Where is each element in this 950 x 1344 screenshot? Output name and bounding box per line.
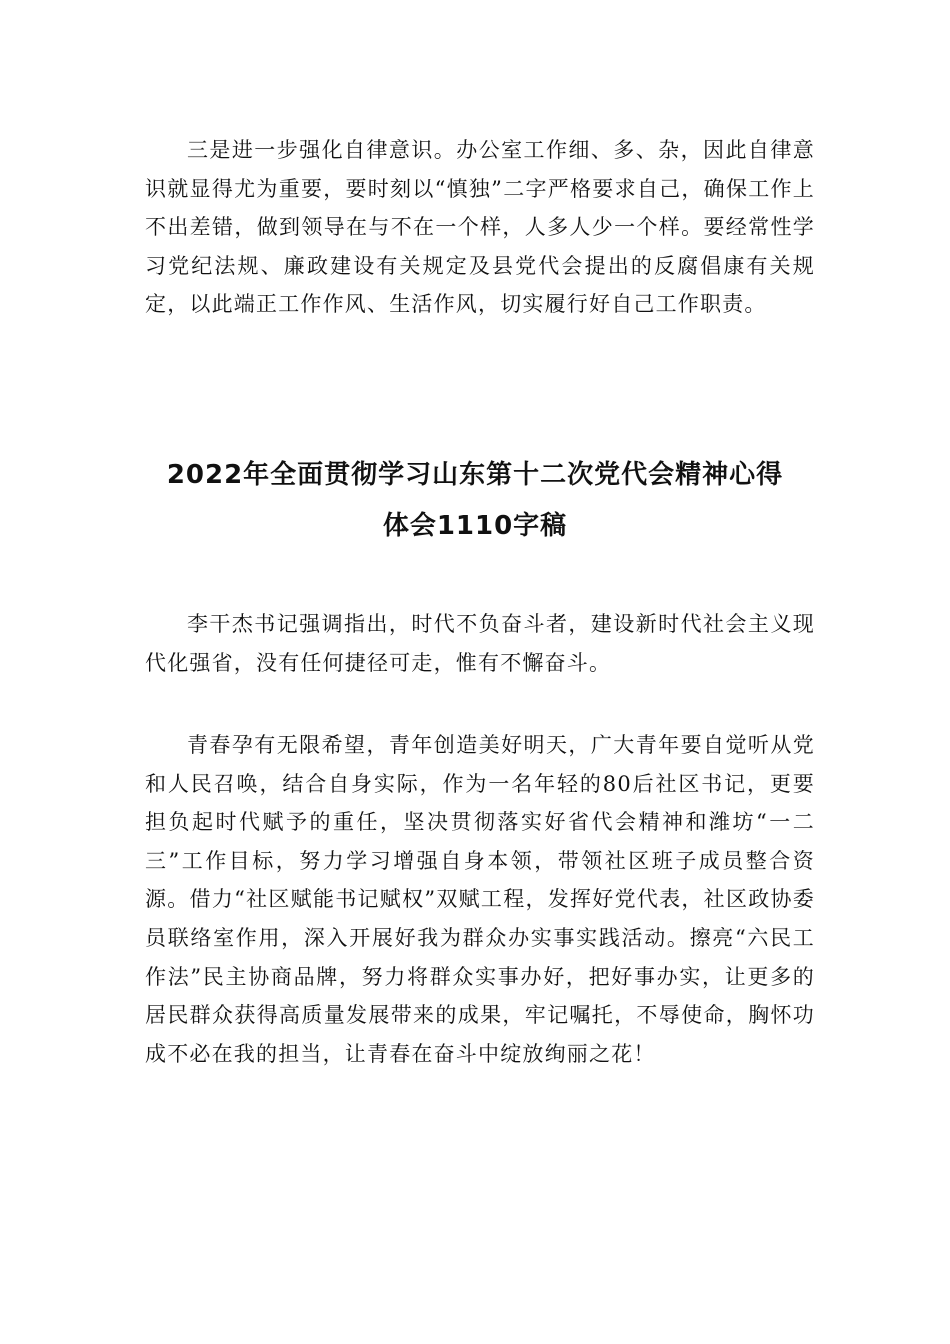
paragraph-intro: 李干杰书记强调指出，时代不负奋斗者，建设新时代社会主义现代化强省，没有任何捷径可走，惟有不懈奋斗。: [145, 612, 815, 675]
document-title: [120, 450, 830, 552]
document-title-line2: 体会1110字稿: [382, 511, 568, 541]
document-title-line1: 2022年全面贯彻学习山东第十二次党代会精神心得: [166, 460, 784, 490]
paragraph-youth: 青春孕有无限希望，青年创造美好明天，广大青年要自觉听从党和人民召唤，结合自身实际，作为一名年轻的80后社区书记，更要担负起时代赋予的重任，坚决贯彻落实好省代会精神和潍坊“一二三”工作目标，努力学习增强自身本领，带领社区班子成员整合资源。借力“社区赋能书记赋权”双赋工程，发挥好党代表，社区政协委员联络室作用，深入开展好我为群众办实事实践活动。擦亮“六民工作法”民主协商品牌，努力将群众实事办好，把好事办实，让更多的居民群众获得高质量发展带来的成果，牢记嘱托，不辱使命，胸怀功成不必在我的担当，让青春在奋斗中绽放绚丽之花！: [145, 733, 815, 1066]
paragraph-self-discipline: 三是进一步强化自律意识。办公室工作细、多、杂，因此自律意识就显得尤为重要，要时刻以“慎独”二字严格要求自己，确保工作上不出差错，做到领导在与不在一个样，人多人少一个样。要经常性学习党纪法规、廉政建设有关规定及县党代会提出的反腐倡康有关规定，以此端正工作作风、生活作风，切实履行好自己工作职责。: [145, 138, 815, 317]
